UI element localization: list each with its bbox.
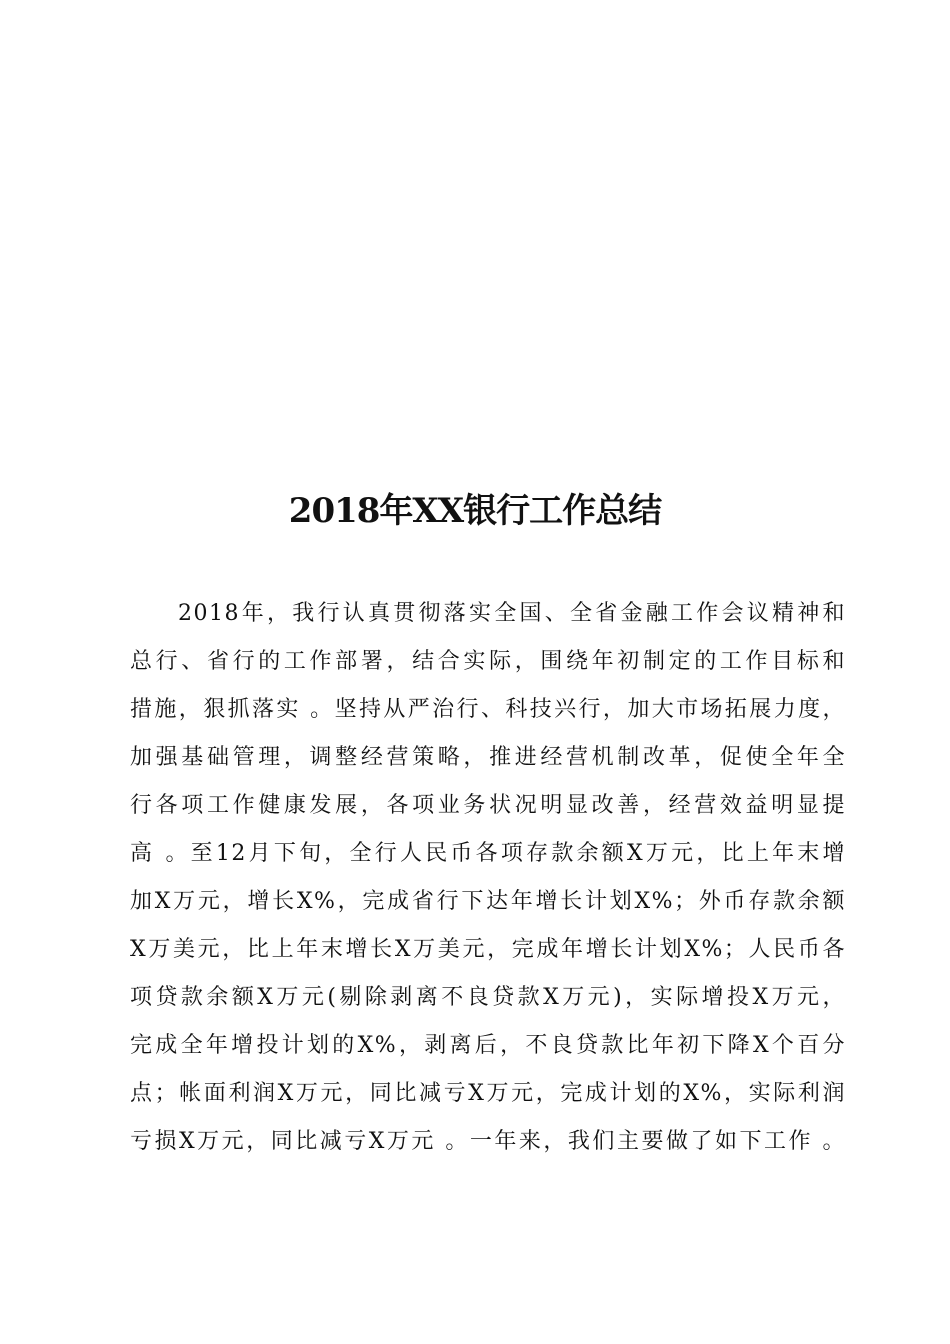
paragraph-line: 亏损X万元，同比减亏X万元 。一年来，我们主要做了如下工作 。 <box>130 1129 846 1154</box>
body-paragraph <box>130 590 846 1166</box>
paragraph-line: 措施，狠抓落实 。坚持从严治行、科技兴行，加大市场拓展力度， <box>130 697 846 722</box>
paragraph-line: 加X万元，增长X%，完成省行下达年增长计划X%；外币存款余额 <box>130 889 846 914</box>
paragraph-line: 总行、省行的工作部署，结合实际，围绕年初制定的工作目标和 <box>130 649 846 674</box>
paragraph-line: 2018年，我行认真贯彻落实全国、全省金融工作会议精神和 <box>178 601 846 626</box>
paragraph-line: 点；帐面利润X万元，同比减亏X万元，完成计划的X%，实际利润 <box>130 1081 846 1106</box>
paragraph-line: 高 。至12月下旬，全行人民币各项存款余额X万元，比上年末增 <box>130 841 846 866</box>
paragraph-line: X万美元，比上年末增长X万美元，完成年增长计划X%；人民币各 <box>130 937 846 962</box>
paragraph-line: 完成全年增投计划的X%，剥离后，不良贷款比年初下降X个百分 <box>130 1033 846 1058</box>
document-title: 2018年XX银行工作总结 <box>288 490 662 531</box>
paragraph-line: 项贷款余额X万元(剔除剥离不良贷款X万元)，实际增投X万元， <box>130 985 846 1010</box>
paragraph-line: 加强基础管理，调整经营策略，推进经营机制改革，促使全年全 <box>130 745 846 770</box>
paragraph-line: 行各项工作健康发展，各项业务状况明显改善，经营效益明显提 <box>130 793 846 818</box>
